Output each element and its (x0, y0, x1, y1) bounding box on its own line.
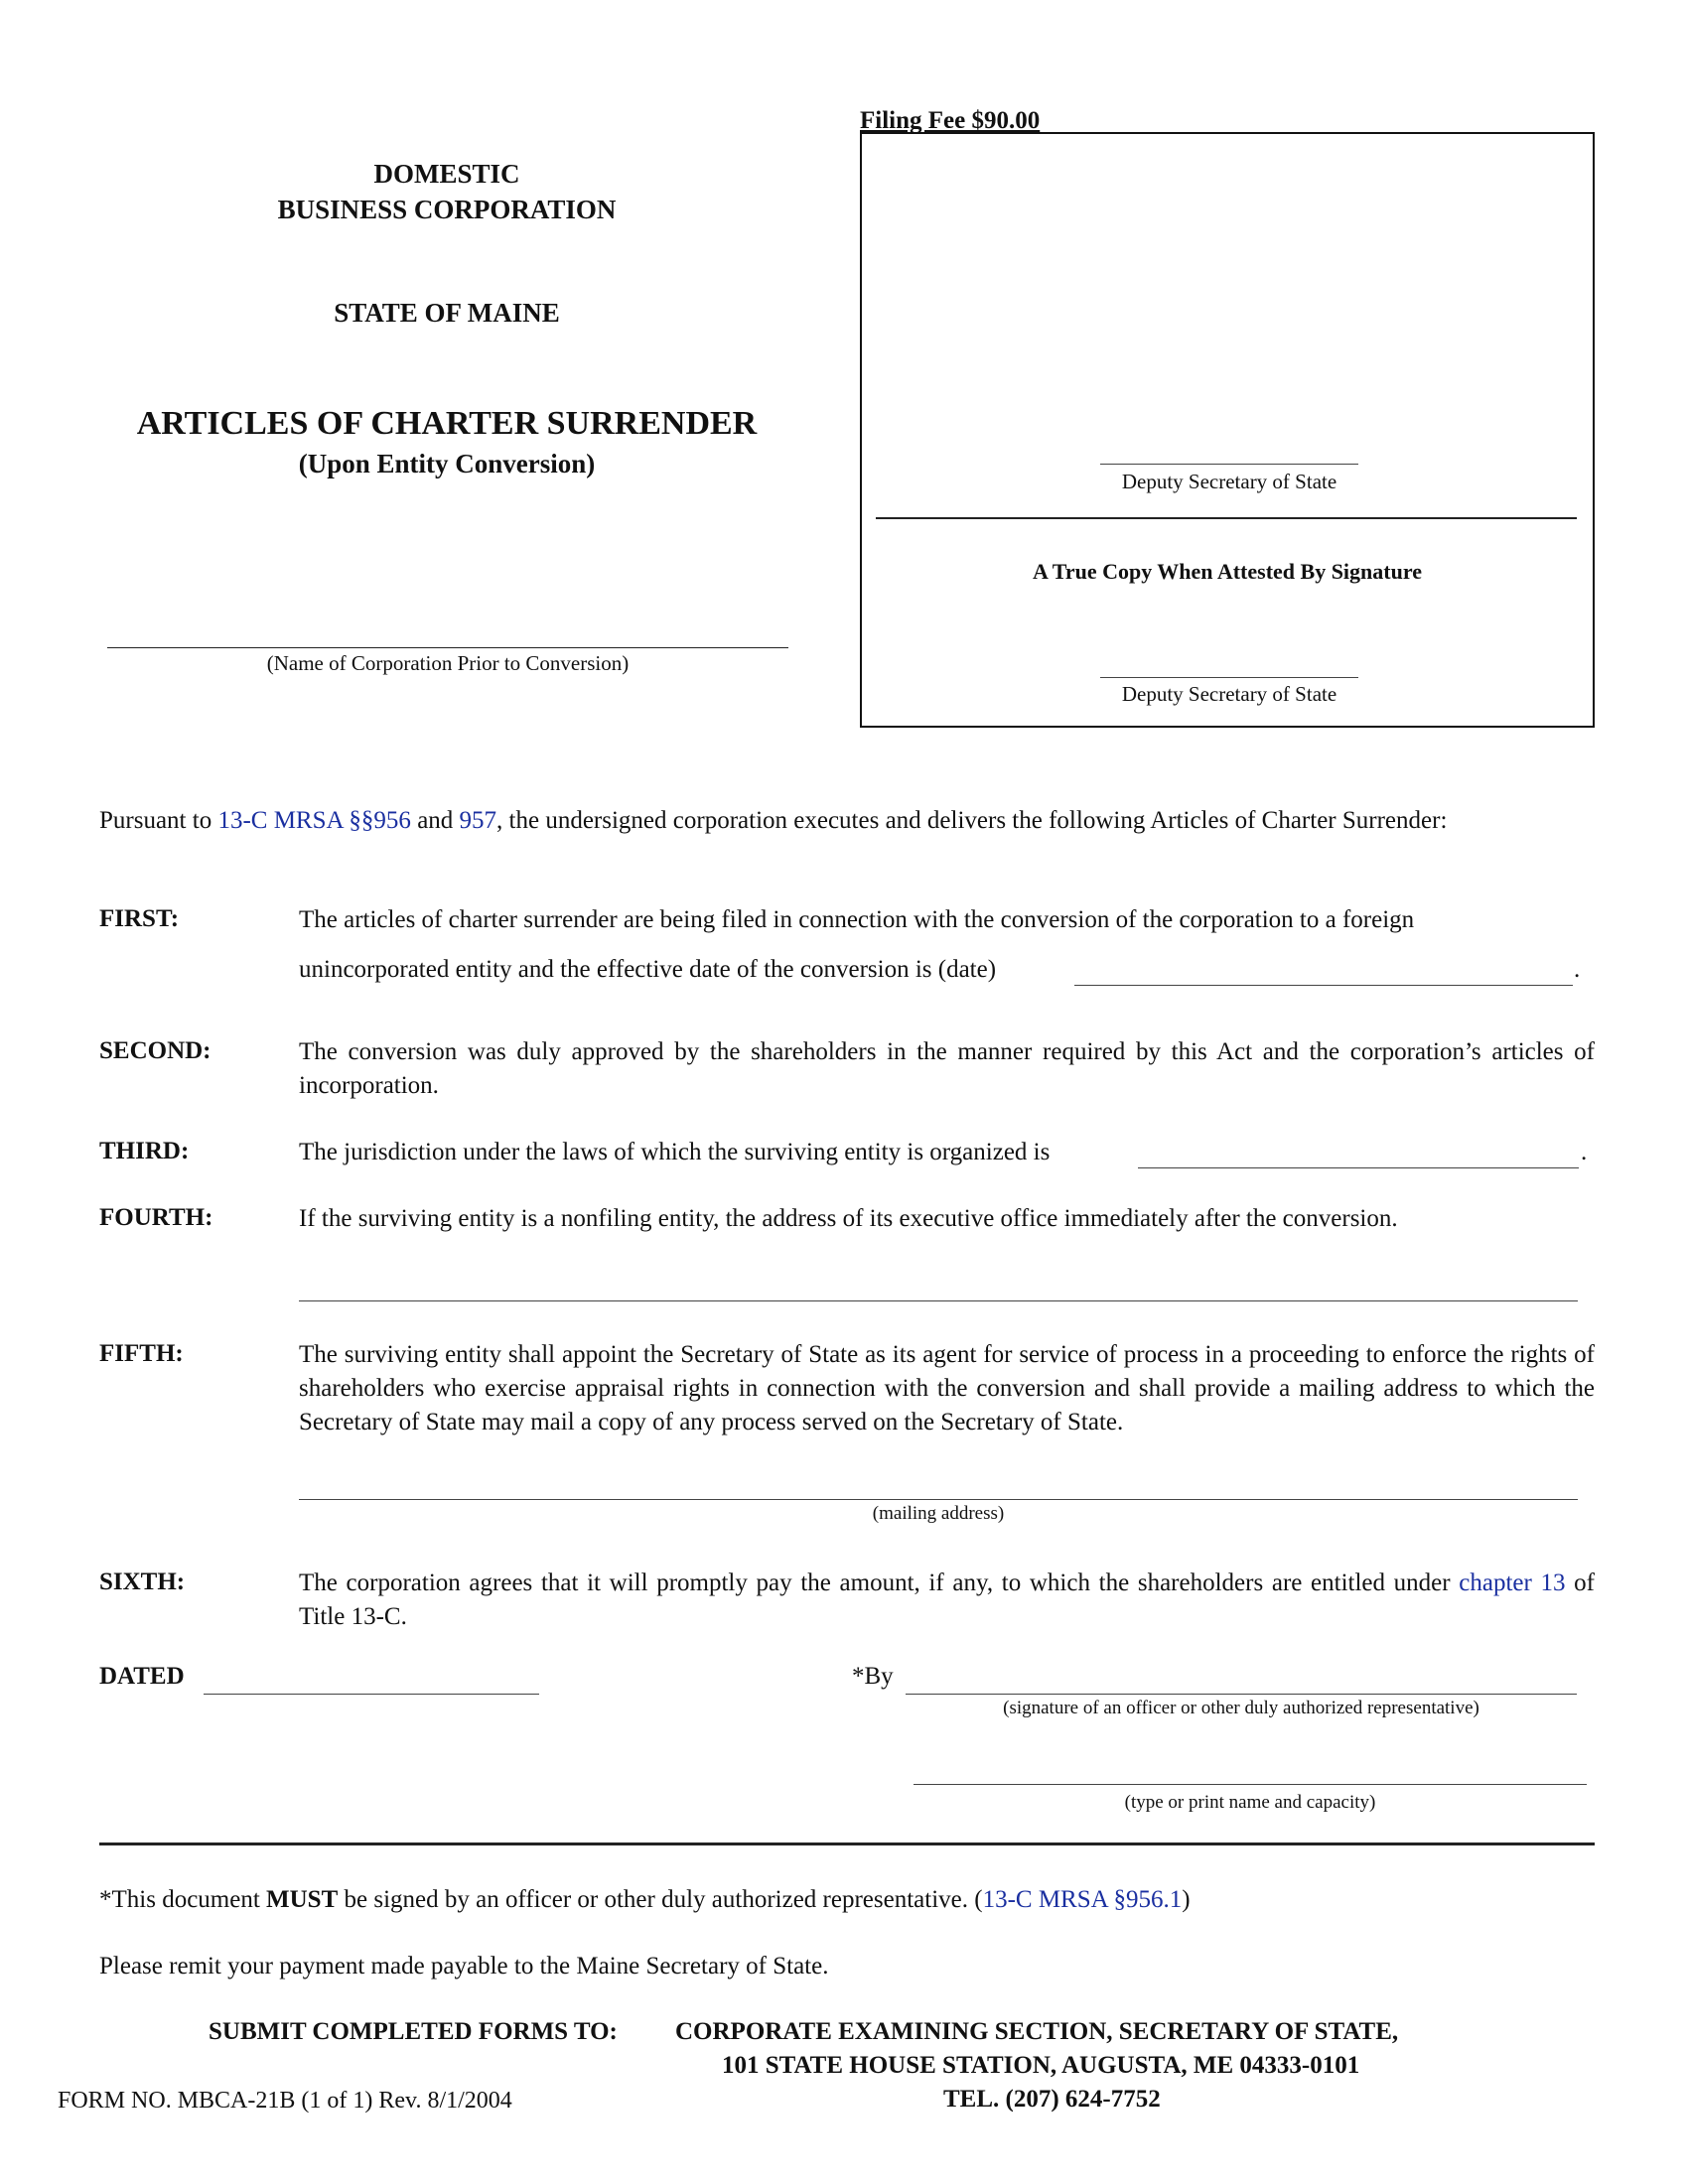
deputy-caption-bottom: Deputy Secretary of State (1121, 682, 1337, 706)
intro-paragraph (99, 804, 1595, 838)
chapter-13-link[interactable]: chapter 13 (1459, 1570, 1566, 1596)
corp-type-line2: BUSINESS CORPORATION (277, 195, 617, 224)
article-third-end: . (1581, 1139, 1588, 1165)
submit-address-line1: CORPORATE EXAMINING SECTION, SECRETARY OF STATE, (675, 2018, 1399, 2045)
by-label: *By (852, 1663, 894, 1690)
submit-label: SUBMIT COMPLETED FORMS TO: (209, 2018, 618, 2045)
deputy-signature-line-top (1100, 464, 1358, 465)
submit-address-line2: 101 STATE HOUSE STATION, AUGUSTA, ME 04333-0101 (722, 2052, 1360, 2079)
note-pre: *This document (99, 1886, 267, 1913)
intro-post: , the undersigned corporation executes and delivers the following Articles of Charter Surrender: (496, 807, 1448, 834)
article-sixth-post: of Title 13-C. (299, 1570, 1596, 1630)
article-fifth-label: FIFTH: (99, 1340, 184, 1367)
state-heading: STATE OF MAINE (334, 298, 560, 328)
article-sixth-label: SIXTH: (99, 1569, 186, 1595)
true-copy-text: A True Copy When Attested By Signature (1033, 559, 1422, 584)
mailing-address-caption: (mailing address) (872, 1503, 1005, 1524)
article-sixth-pre: The corporation agrees that it will promptly pay the amount, if any, to which the shareholders are entitled under (299, 1570, 1460, 1596)
statute-link-956[interactable]: 13-C MRSA §§956 (217, 807, 411, 834)
article-second-label: SECOND: (99, 1037, 211, 1064)
filing-fee: Filing Fee $90.00 (860, 107, 1041, 134)
jurisdiction-line[interactable] (1138, 1167, 1579, 1168)
article-first-line1: The articles of charter surrender are being filed in connection with the conversion of the corporation to a foreign (299, 906, 1415, 933)
executive-office-address-line[interactable] (299, 1300, 1578, 1301)
signature-note (99, 1886, 1191, 1914)
article-fourth-label: FOURTH: (99, 1204, 213, 1231)
corporation-name-caption: (Name of Corporation Prior to Conversion) (266, 651, 630, 675)
article-third-label: THIRD: (99, 1138, 190, 1164)
printed-name-caption: (type or print name and capacity) (1124, 1792, 1376, 1813)
article-second-text: The conversion was duly approved by the shareholders in the manner required by this Act and the corporation’s articles of incorporation. (299, 1038, 1595, 1099)
submit-telephone: TEL. (207) 624-7752 (943, 2086, 1161, 2113)
note-post: ) (1182, 1886, 1191, 1913)
page-title: ARTICLES OF CHARTER SURRENDER (136, 405, 758, 442)
note-mid: be signed by an officer or other duly authorized representative. ( (338, 1886, 983, 1913)
page-subtitle: (Upon Entity Conversion) (298, 449, 596, 478)
footer-divider (99, 1843, 1595, 1845)
article-first-label: FIRST: (99, 905, 180, 932)
article-third-text: The jurisdiction under the laws of which the surviving entity is organized is (299, 1139, 1051, 1165)
corporation-name-line[interactable] (107, 647, 788, 648)
statute-link-956-1[interactable]: 13-C MRSA §956.1 (982, 1886, 1183, 1913)
signature-line[interactable] (906, 1694, 1577, 1695)
article-sixth-text (299, 1567, 1595, 1634)
note-must: MUST (266, 1886, 339, 1913)
effective-date-line[interactable] (1074, 985, 1573, 986)
form-number: FORM NO. MBCA-21B (1 of 1) Rev. 8/1/2004 (58, 2088, 512, 2114)
intro-mid: and (410, 807, 460, 834)
filing-box-divider (876, 517, 1577, 519)
signature-caption: (signature of an officer or other duly authorized representative) (1003, 1698, 1479, 1718)
dated-line[interactable] (204, 1694, 539, 1695)
statute-link-957[interactable]: 957 (459, 807, 497, 834)
dated-label: DATED (99, 1663, 185, 1690)
article-first-end: . (1574, 956, 1581, 983)
article-fifth-text: The surviving entity shall appoint the Secretary of State as its agent for service of process in a proceeding to enforce the rights of shareholders who exercise appraisal rights in connection with the conversion and shall provide a mailing address to which the Secretary of State may mail a copy of any process served on the Secretary of State. (299, 1341, 1595, 1435)
article-fourth-text: If the surviving entity is a nonfiling entity, the address of its executive office immediately after the conversion. (299, 1205, 1398, 1232)
corp-type-heading (99, 156, 794, 227)
article-first-line2: unincorporated entity and the effective date of the conversion is (date) (299, 956, 997, 983)
mailing-address-line[interactable] (299, 1499, 1578, 1500)
filing-box (860, 132, 1595, 728)
deputy-signature-line-bottom (1100, 677, 1358, 678)
deputy-caption-top: Deputy Secretary of State (1121, 470, 1337, 493)
remit-note: Please remit your payment made payable to the Maine Secretary of State. (99, 1953, 829, 1979)
corp-type-line1: DOMESTIC (373, 159, 520, 189)
printed-name-line[interactable] (914, 1784, 1587, 1785)
intro-pre: Pursuant to (99, 807, 218, 834)
